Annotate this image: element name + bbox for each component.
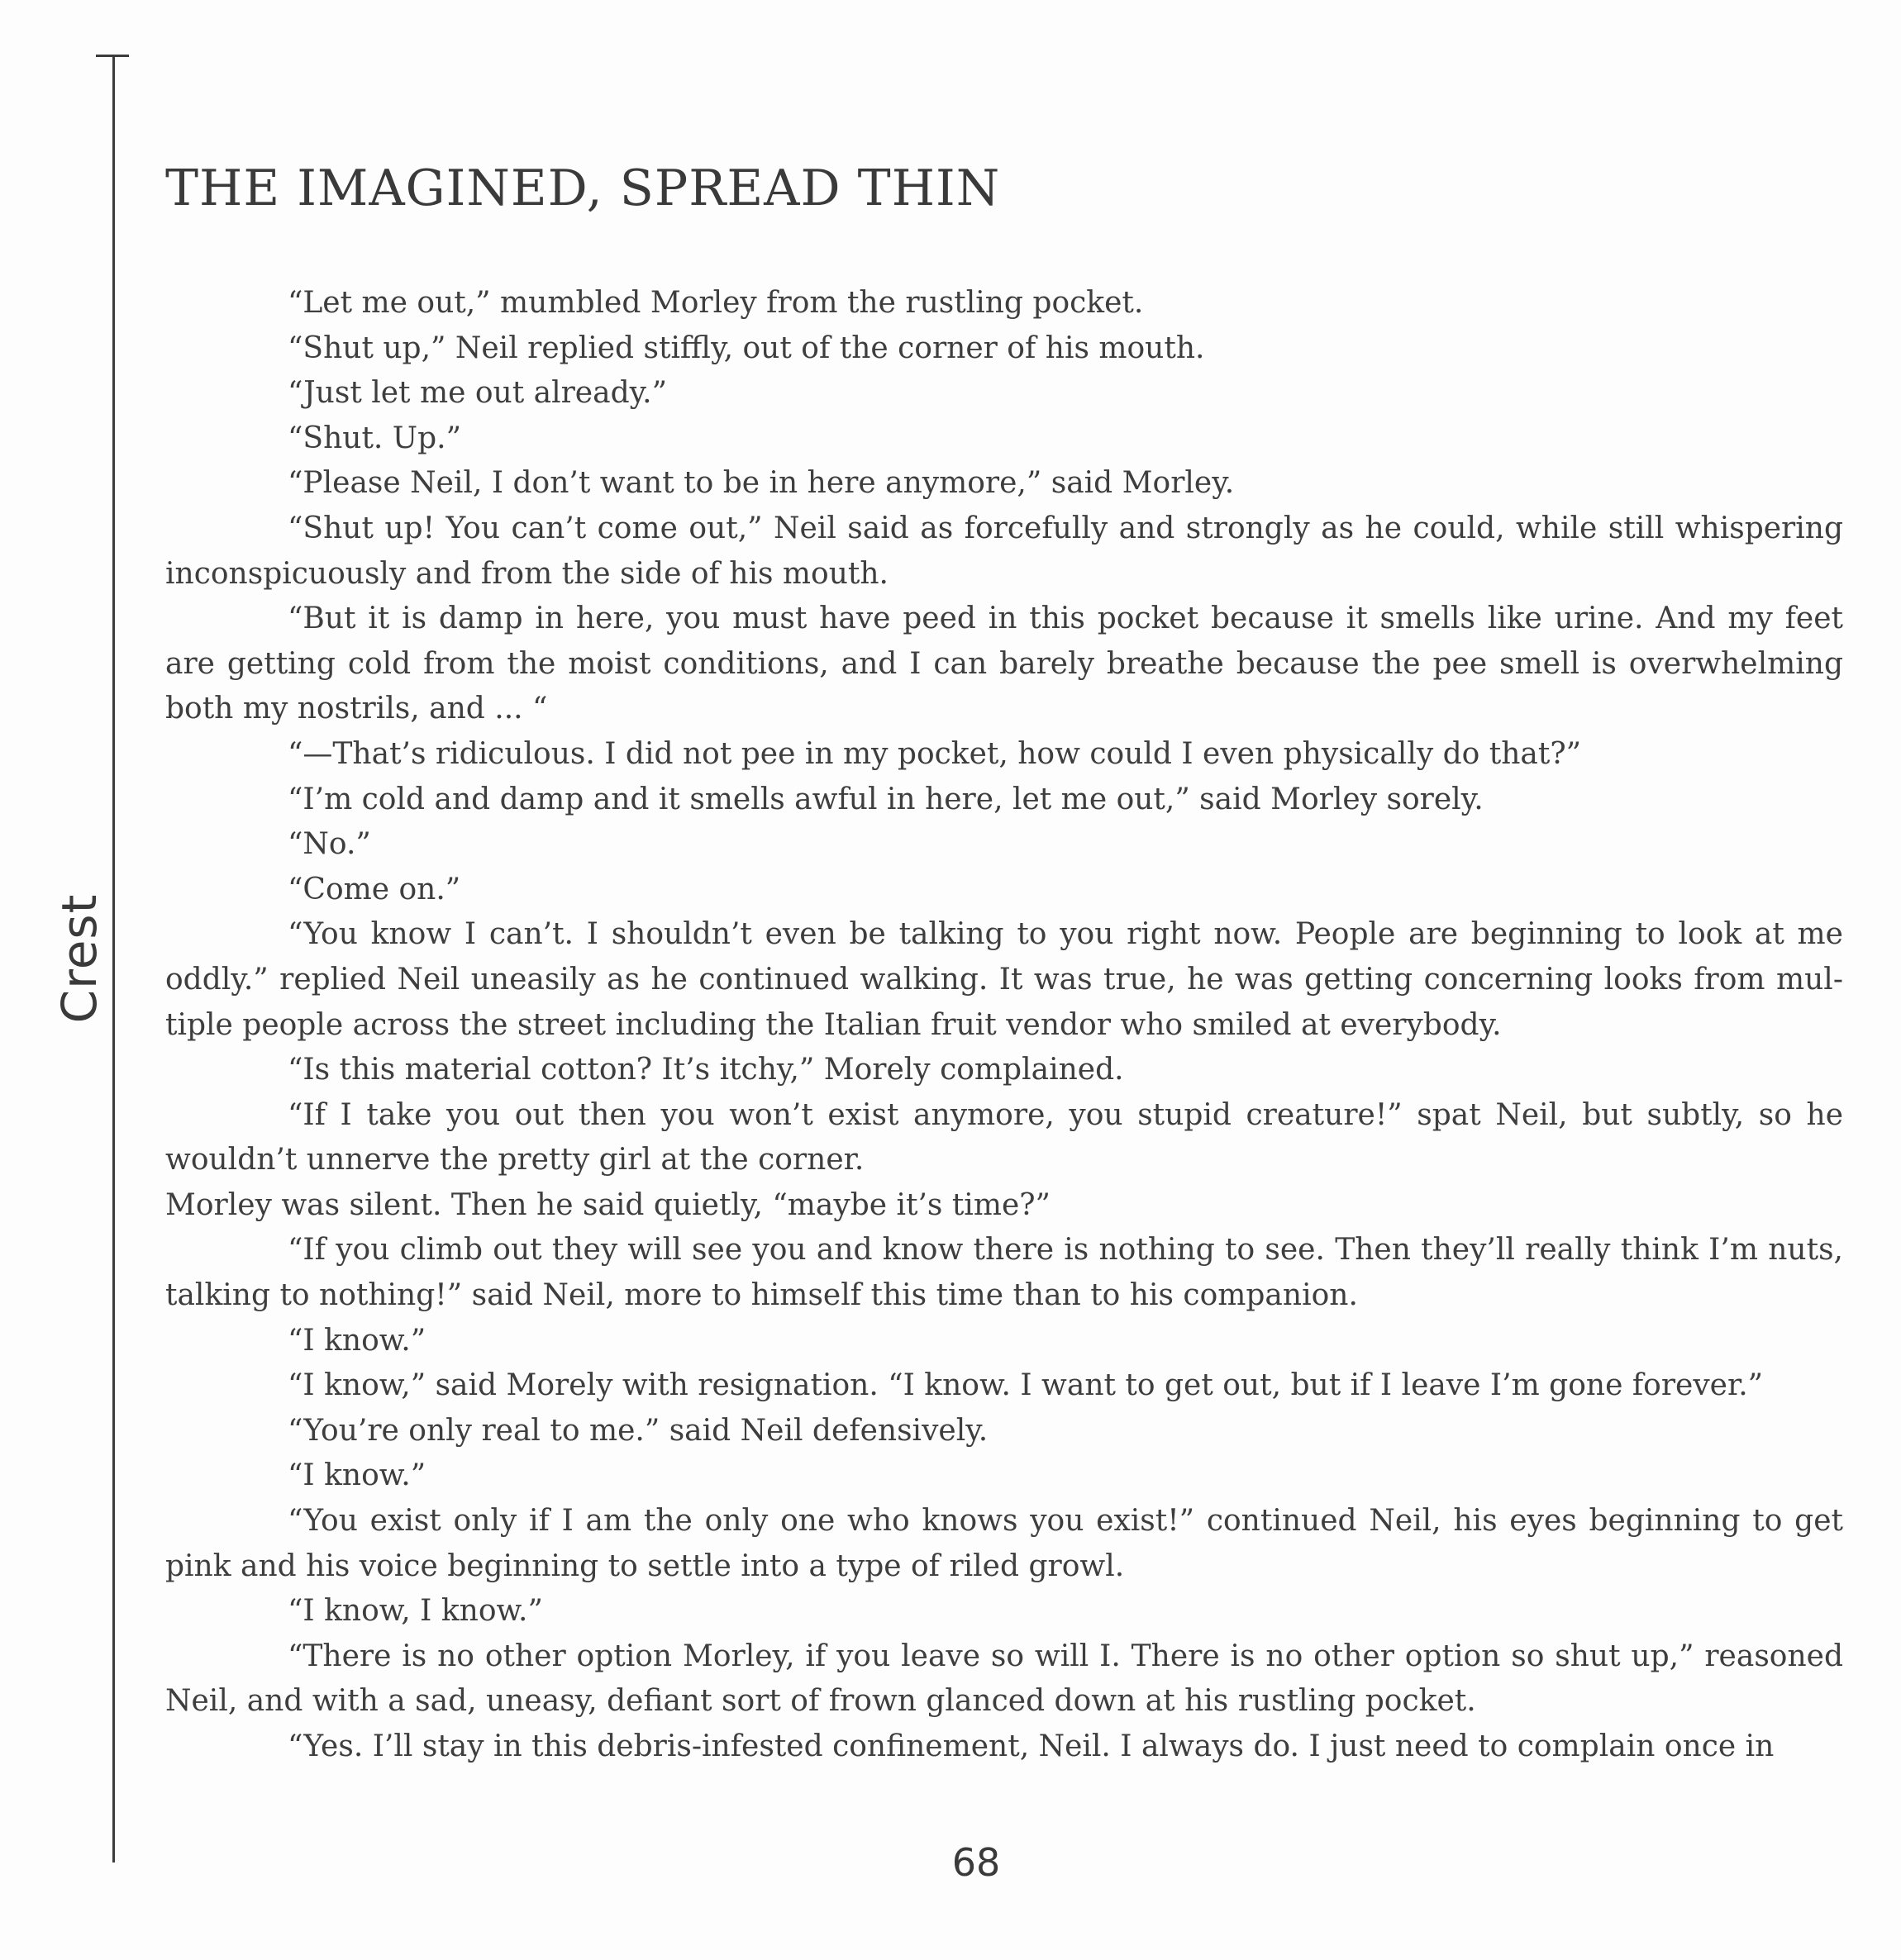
- section-label: Crest: [51, 893, 107, 1024]
- story-title: THE IMAGINED, SPREAD THIN: [165, 159, 1001, 217]
- story-paragraph: “Shut. Up.”: [288, 421, 462, 455]
- story-paragraph: “You know I can’t. I shouldn’t even be talking to you right now. People are beginning to look at me oddly.” replied Neil uneasily as he continued walking. It was true, he was getting concerning looks from mul-tiple people across the street including the Italian fruit vendor who smiled at everybody.: [165, 917, 1843, 1042]
- story-body: [165, 281, 1843, 1770]
- story-paragraph: “You exist only if I am the only one who knows you exist!” continued Neil, his eyes beginning to get pink and his voice beginning to settle into a type of riled growl.: [165, 1504, 1843, 1583]
- story-paragraph: “But it is damp in here, you must have peed in this pocket because it smells like urine. And my feet are getting cold from the moist conditions, and I can barely breathe because the pee smell is overwhelming both my nostrils, and ... “: [165, 602, 1843, 726]
- story-paragraph: “No.”: [288, 827, 371, 862]
- story-paragraph: “I know.”: [288, 1458, 426, 1493]
- story-paragraph: “I know,” said Morely with resignation. “I know. I want to get out, but if I leave I’m gone forever.”: [288, 1368, 1764, 1403]
- story-paragraph: “I know.”: [288, 1323, 426, 1358]
- story-paragraph: “Please Neil, I don’t want to be in here anymore,” said Morley.: [288, 466, 1235, 501]
- story-paragraph: “Just let me out already.”: [288, 376, 668, 411]
- story-paragraph: “There is no other option Morley, if you leave so will I. There is no other option so shut up,” reasoned Neil, and with a sad, uneasy, defiant sort of frown glanced down at his rustling pocket.: [165, 1639, 1843, 1719]
- story-paragraph: “Is this material cotton? It’s itchy,” Morely complained.: [288, 1053, 1124, 1087]
- story-paragraph: “Shut up! You can’t come out,” Neil said as forcefully and strongly as he could, while still whispering inconspicuously and from the side of his mouth.: [165, 511, 1843, 591]
- story-paragraph: “If I take you out then you won’t exist anymore, you stupid creature!” spat Neil, but subtly, so he wouldn’t unnerve the pretty girl at the corner.: [165, 1097, 1843, 1177]
- margin-rule: [112, 55, 115, 1862]
- story-paragraph: “If you climb out they will see you and know there is nothing to see. Then they’ll really think I’m nuts, talking to nothing!” said Neil, more to himself this time than to his companion.: [165, 1233, 1843, 1313]
- page-number: 68: [951, 1840, 1001, 1885]
- story-paragraph: “I’m cold and damp and it smells awful in here, let me out,” said Morley sorely.: [288, 782, 1484, 816]
- story-paragraph: “I know, I know.”: [288, 1594, 543, 1629]
- story-paragraph: “Shut up,” Neil replied stiffly, out of the corner of his mouth.: [288, 331, 1205, 365]
- story-paragraph: “Yes. I’ll stay in this debris-infested confinement, Neil. I always do. I just need to complain once in: [288, 1729, 1775, 1763]
- story-paragraph: “Let me out,” mumbled Morley from the rustling pocket.: [288, 286, 1144, 320]
- story-paragraph: “Come on.”: [288, 872, 461, 906]
- story-paragraph: “—That’s ridiculous. I did not pee in my pocket, how could I even physically do that?”: [288, 736, 1582, 771]
- story-paragraph: Morley was silent. Then he said quietly, “maybe it’s time?”: [165, 1187, 1051, 1222]
- story-paragraph: “You’re only real to me.” said Neil defensively.: [288, 1413, 989, 1448]
